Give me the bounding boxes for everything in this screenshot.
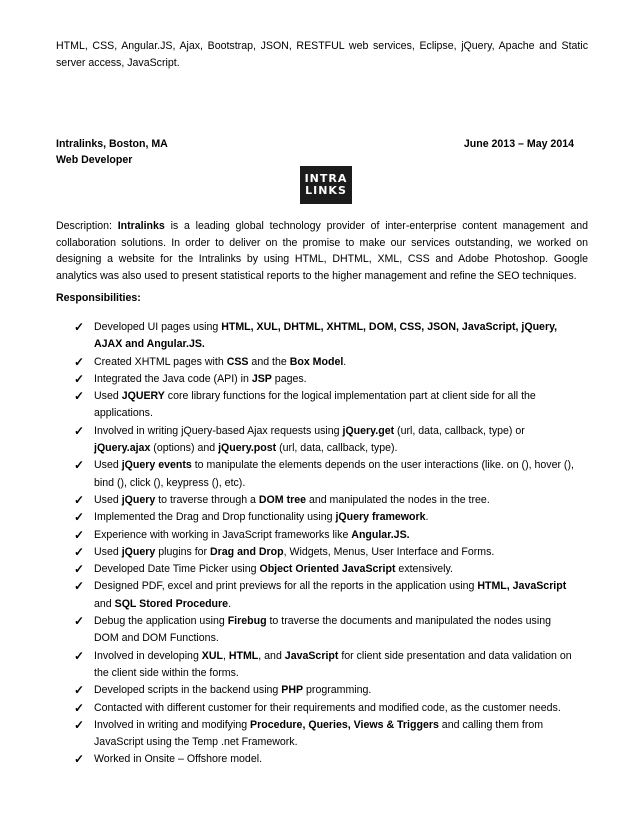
checkmark-icon: ✓	[74, 354, 85, 369]
job-dates: June 2013 – May 2014	[463, 138, 574, 150]
intralinks-logo	[300, 166, 352, 204]
responsibility-text: pages.	[271, 372, 307, 385]
job-description	[56, 218, 588, 284]
responsibility-item	[74, 319, 574, 354]
responsibility-item	[74, 388, 574, 423]
checkmark-icon: ✓	[74, 614, 85, 629]
company-location: Intralinks, Boston, MA	[56, 138, 168, 150]
responsibility-keyword: HTML	[228, 649, 259, 662]
responsibility-keyword: Firebug	[227, 615, 267, 628]
checkmark-icon: ✓	[74, 458, 85, 473]
responsibility-text: Designed PDF, excel and print previews for all the reports in the application using	[94, 580, 478, 593]
responsibility-text: Used	[94, 459, 122, 472]
checkmark-icon: ✓	[74, 562, 85, 577]
responsibility-text: Contacted with different customer for their requirements and modified code, as the customer needs.	[94, 701, 561, 714]
checkmark-icon: ✓	[74, 320, 85, 334]
responsibility-text: , Widgets, Menus, User Interface and Forms.	[283, 545, 495, 558]
responsibility-item	[74, 527, 574, 544]
responsibility-text: Implemented the Drag and Drop functionality using	[94, 511, 336, 524]
checkmark-icon: ✓	[74, 492, 85, 507]
responsibility-text: programming.	[303, 684, 372, 697]
description-text: is a leading global technology provider of inter-enterprise content management and collaboration solutions. In order to deliver on the promise to make our services outstanding, we worked on designing a website for the Intralinks by using HTML, DHTML, XML, CSS and Adobe Photoshop. Google analytics was also used to present statistical reports to the higher management and refine the SEO techniques.	[56, 220, 588, 282]
responsibility-keyword: JSP	[251, 372, 272, 385]
responsibility-item	[74, 700, 574, 717]
checkmark-icon: ✓	[74, 648, 85, 663]
responsibility-keyword: JavaScript	[284, 649, 339, 662]
responsibility-keyword: HTML, JavaScript	[477, 580, 567, 593]
responsibilities-list	[74, 319, 574, 769]
responsibility-text: Experience with working in JavaScript frameworks like	[94, 528, 352, 541]
checkmark-icon: ✓	[74, 510, 85, 525]
responsibility-text: Worked in Onsite – Offshore model.	[94, 753, 263, 766]
responsibility-keyword: JQUERY	[121, 390, 165, 403]
responsibility-keyword: CSS	[226, 355, 249, 368]
responsibility-keyword: DOM tree	[258, 493, 306, 506]
responsibility-item	[74, 682, 574, 699]
responsibility-keyword: jQuery.ajax	[94, 442, 151, 455]
responsibility-text: Integrated the Java code (API) in	[94, 372, 252, 385]
checkmark-icon: ✓	[74, 527, 85, 542]
responsibility-text: (url, data, callback, type).	[276, 442, 398, 455]
responsibility-text: Used	[94, 390, 122, 403]
responsibility-text: Developed UI pages using	[94, 321, 222, 333]
description-company: Intralinks	[117, 220, 165, 232]
responsibility-text: ,	[222, 649, 229, 662]
responsibility-keyword: jQuery.post	[218, 442, 277, 455]
responsibility-keyword: Procedure, Queries, Views & Triggers	[250, 718, 439, 731]
responsibility-keyword: jQuery.get	[342, 424, 395, 437]
description-label: Description:	[56, 220, 118, 232]
responsibility-keyword: SQL Stored Procedure	[114, 597, 229, 610]
responsibility-text: .	[425, 511, 429, 524]
logo-line-2: LINKS	[305, 184, 347, 197]
responsibility-keyword: Object Oriented JavaScript	[259, 563, 396, 576]
responsibility-keyword: jQuery	[121, 545, 156, 558]
responsibility-keyword: Drag and Drop	[210, 545, 284, 558]
responsibility-text: Involved in writing and modifying	[94, 718, 251, 731]
responsibility-item	[74, 371, 574, 388]
job-header-row	[56, 136, 588, 152]
responsibility-keyword: jQuery	[121, 493, 156, 506]
responsibility-text: for client side presentation and data validation on the client side within the forms.	[94, 649, 572, 679]
responsibility-text: and the	[248, 355, 290, 368]
checkmark-icon: ✓	[74, 752, 85, 767]
responsibility-keyword: jQuery events	[121, 459, 192, 472]
responsibility-text: (options) and	[150, 442, 219, 455]
responsibility-text: Used	[94, 545, 122, 558]
responsibility-text: (url, data, callback, type) or	[394, 424, 525, 437]
responsibility-keyword: jQuery framework	[335, 511, 426, 524]
responsibility-keyword: Angular.JS.	[351, 528, 410, 541]
responsibility-item	[74, 578, 574, 613]
checkmark-icon: ✓	[74, 389, 85, 404]
checkmark-icon: ✓	[74, 371, 85, 386]
responsibility-item	[74, 354, 574, 371]
responsibility-text: Developed scripts in the backend using	[94, 684, 282, 697]
responsibility-text: to traverse through a	[155, 493, 259, 506]
responsibility-item	[74, 492, 574, 509]
responsibility-text: .	[228, 597, 232, 610]
checkmark-icon: ✓	[74, 579, 85, 594]
responsibility-text: , and	[258, 649, 285, 662]
checkmark-icon: ✓	[74, 423, 85, 438]
responsibility-text: Developed Date Time Picker using	[94, 563, 260, 576]
responsibility-keyword: Box Model	[289, 355, 344, 368]
responsibility-item	[74, 509, 574, 526]
responsibility-text: core library functions for the logical implementation part at client side for all the applications.	[94, 390, 536, 420]
responsibility-text: extensively.	[395, 563, 453, 576]
checkmark-icon: ✓	[74, 717, 85, 732]
responsibility-text: to traverse the documents and manipulated the nodes using DOM and DOM Functions.	[94, 615, 551, 645]
responsibility-keyword: XUL	[201, 649, 223, 662]
responsibility-item	[74, 423, 574, 458]
job-title: Web Developer	[56, 154, 133, 166]
responsibility-item	[74, 457, 574, 492]
checkmark-icon: ✓	[74, 683, 85, 698]
responsibility-item	[74, 544, 574, 561]
responsibility-text: Debug the application using	[94, 615, 228, 628]
responsibility-item	[74, 613, 574, 648]
responsibility-item	[74, 751, 574, 768]
responsibility-text: Involved in writing jQuery-based Ajax requests using	[94, 424, 343, 437]
responsibility-keyword: HTML, XUL, DHTML, XHTML, DOM, CSS, JSON, JavaScript, jQuery, AJAX and Angular.JS.	[94, 321, 558, 351]
responsibility-text: plugins for	[155, 545, 211, 558]
responsibility-item	[74, 717, 574, 752]
responsibilities-heading: Responsibilities:	[56, 292, 141, 304]
responsibility-item	[74, 561, 574, 578]
checkmark-icon: ✓	[74, 700, 85, 715]
responsibility-text: Involved in developing	[94, 649, 202, 662]
responsibility-text: and	[94, 597, 115, 610]
checkmark-icon: ✓	[74, 544, 85, 559]
logo-line-1: INTRA	[304, 172, 348, 185]
responsibility-keyword: PHP	[281, 684, 304, 697]
responsibility-text: Created XHTML pages with	[94, 355, 227, 368]
responsibility-text: to manipulate the elements depends on the user interactions (like. on (), hover (), bind (), click (), keypress (), etc).	[94, 459, 574, 489]
responsibility-text: Used	[94, 493, 122, 506]
responsibility-item	[74, 648, 574, 683]
responsibility-text: .	[343, 355, 347, 368]
responsibility-text: and calling them from JavaScript using the Temp .net Framework.	[94, 718, 544, 749]
skills-paragraph: HTML, CSS, Angular.JS, Ajax, Bootstrap, JSON, RESTFUL web services, Eclipse, jQuery, Apache and Static server access, JavaScript.	[56, 40, 588, 69]
responsibility-text: and manipulated the nodes in the tree.	[306, 493, 490, 506]
